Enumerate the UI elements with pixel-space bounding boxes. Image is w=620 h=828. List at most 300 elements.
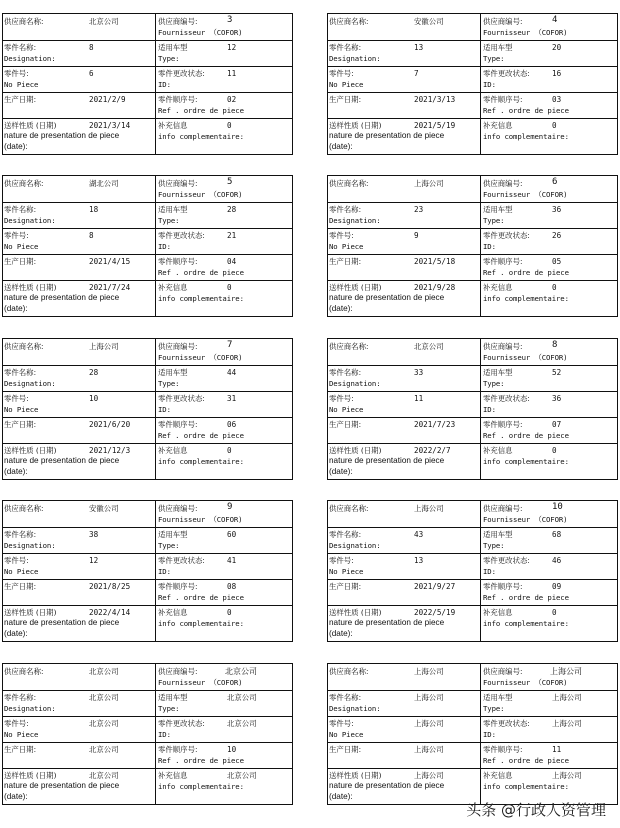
supplier-name-value: 安徽公司 [89, 504, 119, 513]
nature-presentation-label: nature de presentation de piece [4, 781, 120, 790]
row-divider [3, 605, 292, 606]
part-no-value: 上海公司 [414, 719, 444, 728]
supplier-no-label: 供应商编号: [158, 342, 198, 351]
seq-no-label: 零件顺序号: [158, 582, 198, 591]
row-divider [328, 202, 617, 203]
type-label: Type: [158, 541, 180, 550]
ref-ordre-label: Ref . ordre de piece [483, 756, 569, 765]
row-divider [328, 228, 617, 229]
prod-date-label: 生产日期: [4, 95, 37, 104]
ref-ordre-label: Ref . ordre de piece [483, 106, 569, 115]
sample-nature-label: 送样性质 (日期) [4, 608, 57, 617]
supplier-name-value: 安徽公司 [414, 17, 444, 26]
part-name-value: 北京公司 [89, 693, 119, 702]
vehicle-label: 适用车型 [158, 43, 188, 52]
supplement-value: 上海公司 [552, 771, 582, 780]
designation-label: Designation: [329, 216, 381, 225]
row-divider [3, 391, 292, 392]
supplement-value: 0 [552, 446, 557, 455]
vehicle-value: 68 [552, 530, 562, 539]
column-divider [480, 339, 481, 479]
part-no-value: 12 [89, 556, 99, 565]
supplier-name-label: 供应商名称: [4, 667, 44, 676]
supplier-name-value: 上海公司 [89, 342, 119, 351]
change-state-label: 零件更改状态: [158, 556, 205, 565]
label-card [2, 338, 293, 480]
supplier-no-label: 供应商编号: [483, 342, 523, 351]
part-name-value: 23 [414, 205, 424, 214]
label-card [327, 13, 618, 155]
change-state-value: 26 [552, 231, 562, 240]
fournisseur-label: Fournisseur （COFOR) [483, 353, 568, 362]
prod-date-label: 生产日期: [4, 257, 37, 266]
type-label: Type: [483, 704, 505, 713]
supplement-label: 补充信息 [158, 121, 188, 130]
date-label: (date): [329, 629, 353, 638]
supplement-value: 0 [552, 121, 557, 130]
no-piece-label: No Piece [329, 730, 364, 739]
ref-ordre-label: Ref . ordre de piece [158, 106, 244, 115]
part-no-label: 零件号: [329, 231, 354, 240]
part-no-label: 零件号: [4, 231, 29, 240]
vehicle-label: 适用车型 [158, 693, 188, 702]
row-divider [3, 40, 292, 41]
supplement-label: 补充信息 [158, 446, 188, 455]
date-label: (date): [329, 304, 353, 313]
change-state-label: 零件更改状态: [483, 394, 530, 403]
id-label: ID: [483, 242, 496, 251]
designation-label: Designation: [329, 54, 381, 63]
info-comp-label: info complementaire: [158, 619, 244, 628]
no-piece-label: No Piece [329, 567, 364, 576]
supplier-no-label: 供应商编号: [483, 179, 523, 188]
row-divider [328, 716, 617, 717]
column-divider [155, 14, 156, 154]
row-divider [328, 254, 617, 255]
vehicle-label: 适用车型 [483, 530, 513, 539]
supplier-no-label: 供应商编号: [483, 17, 523, 26]
supplier-no-label: 供应商编号: [483, 667, 523, 676]
part-name-label: 零件名称: [4, 205, 37, 214]
part-name-label: 零件名称: [4, 530, 37, 539]
supplier-no-value: 3 [227, 15, 233, 25]
nature-presentation-label: nature de presentation de piece [329, 618, 445, 627]
prod-date-value: 上海公司 [414, 745, 444, 754]
prod-date-value: 2021/6/20 [89, 420, 131, 429]
supplement-value: 0 [227, 121, 232, 130]
fournisseur-label: Fournisseur （COFOR) [158, 28, 243, 37]
seq-no-value: 05 [552, 257, 562, 266]
type-label: Type: [158, 54, 180, 63]
supplier-name-label: 供应商名称: [4, 17, 44, 26]
supplier-no-value: 北京公司 [225, 667, 257, 676]
sample-nature-label: 送样性质 (日期) [4, 283, 57, 292]
supplement-value: 0 [227, 446, 232, 455]
ref-ordre-label: Ref . ordre de piece [158, 593, 244, 602]
change-state-label: 零件更改状态: [483, 556, 530, 565]
change-state-value: 11 [227, 69, 237, 78]
id-label: ID: [158, 80, 171, 89]
seq-no-label: 零件顺序号: [158, 420, 198, 429]
part-no-label: 零件号: [329, 69, 354, 78]
part-name-value: 33 [414, 368, 424, 377]
supplier-name-label: 供应商名称: [4, 504, 44, 513]
seq-no-label: 零件顺序号: [158, 257, 198, 266]
sample-date-value: 2021/3/14 [89, 121, 131, 130]
supplier-name-value: 上海公司 [414, 504, 444, 513]
supplier-no-value: 6 [552, 177, 558, 187]
type-label: Type: [483, 54, 505, 63]
supplier-name-label: 供应商名称: [329, 342, 369, 351]
prod-date-value: 北京公司 [89, 745, 119, 754]
type-label: Type: [483, 379, 505, 388]
fournisseur-label: Fournisseur （COFOR) [483, 515, 568, 524]
supplement-label: 补充信息 [158, 771, 188, 780]
sample-date-value: 2021/9/28 [414, 283, 456, 292]
prod-date-value: 2021/4/15 [89, 257, 131, 266]
change-state-label: 零件更改状态: [483, 719, 530, 728]
seq-no-label: 零件顺序号: [483, 95, 523, 104]
seq-no-label: 零件顺序号: [483, 582, 523, 591]
change-state-label: 零件更改状态: [158, 719, 205, 728]
info-comp-label: info complementaire: [158, 457, 244, 466]
info-comp-label: info complementaire: [483, 294, 569, 303]
row-divider [328, 391, 617, 392]
supplier-no-value: 上海公司 [550, 667, 582, 676]
supplier-no-label: 供应商编号: [158, 17, 198, 26]
vehicle-value: 60 [227, 530, 237, 539]
type-label: Type: [483, 216, 505, 225]
row-divider [3, 228, 292, 229]
vehicle-label: 适用车型 [158, 530, 188, 539]
vehicle-label: 适用车型 [483, 693, 513, 702]
sample-date-value: 2021/12/3 [89, 446, 131, 455]
part-no-label: 零件号: [329, 719, 354, 728]
supplier-name-value: 北京公司 [89, 17, 119, 26]
type-label: Type: [158, 379, 180, 388]
ref-ordre-label: Ref . ordre de piece [483, 593, 569, 602]
prod-date-label: 生产日期: [329, 257, 362, 266]
supplier-no-value: 9 [227, 502, 233, 512]
date-label: (date): [329, 467, 353, 476]
id-label: ID: [158, 242, 171, 251]
part-name-label: 零件名称: [4, 693, 37, 702]
seq-no-value: 06 [227, 420, 237, 429]
seq-no-value: 08 [227, 582, 237, 591]
info-comp-label: info complementaire: [483, 132, 569, 141]
ref-ordre-label: Ref . ordre de piece [483, 431, 569, 440]
change-state-value: 31 [227, 394, 237, 403]
supplier-no-label: 供应商编号: [158, 667, 198, 676]
supplement-label: 补充信息 [483, 283, 513, 292]
id-label: ID: [483, 80, 496, 89]
change-state-value: 21 [227, 231, 237, 240]
prod-date-label: 生产日期: [4, 745, 37, 754]
info-comp-label: info complementaire: [483, 619, 569, 628]
column-divider [480, 501, 481, 641]
date-label: (date): [4, 792, 28, 801]
vehicle-label: 适用车型 [483, 43, 513, 52]
sample-date-value: 2021/5/19 [414, 121, 456, 130]
part-no-value: 11 [414, 394, 424, 403]
supplement-label: 补充信息 [158, 283, 188, 292]
part-name-label: 零件名称: [329, 43, 362, 52]
change-state-label: 零件更改状态: [483, 231, 530, 240]
row-divider [328, 690, 617, 691]
part-name-label: 零件名称: [4, 43, 37, 52]
row-divider [3, 280, 292, 281]
prod-date-value: 2021/7/23 [414, 420, 456, 429]
row-divider [328, 553, 617, 554]
supplement-label: 补充信息 [483, 446, 513, 455]
date-label: (date): [4, 142, 28, 151]
column-divider [155, 664, 156, 804]
supplier-no-value: 8 [552, 340, 558, 350]
supplier-name-value: 上海公司 [414, 667, 444, 676]
prod-date-label: 生产日期: [329, 420, 362, 429]
part-name-value: 18 [89, 205, 99, 214]
part-no-value: 13 [414, 556, 424, 565]
supplier-name-value: 上海公司 [414, 179, 444, 188]
column-divider [155, 501, 156, 641]
vehicle-value: 北京公司 [227, 693, 257, 702]
seq-no-value: 09 [552, 582, 562, 591]
row-divider [328, 742, 617, 743]
designation-label: Designation: [4, 54, 56, 63]
prod-date-value: 2021/2/9 [89, 95, 126, 104]
row-divider [328, 92, 617, 93]
change-state-value: 46 [552, 556, 562, 565]
supplement-value: 0 [227, 608, 232, 617]
supplier-name-value: 湖北公司 [89, 179, 119, 188]
part-name-label: 零件名称: [329, 368, 362, 377]
part-name-value: 43 [414, 530, 424, 539]
designation-label: Designation: [4, 379, 56, 388]
part-no-label: 零件号: [4, 69, 29, 78]
vehicle-value: 36 [552, 205, 562, 214]
change-state-value: 16 [552, 69, 562, 78]
designation-label: Designation: [4, 216, 56, 225]
prod-date-label: 生产日期: [329, 745, 362, 754]
supplement-label: 补充信息 [158, 608, 188, 617]
designation-label: Designation: [4, 704, 56, 713]
seq-no-label: 零件顺序号: [483, 420, 523, 429]
fournisseur-label: Fournisseur （COFOR) [483, 190, 568, 199]
part-name-value: 38 [89, 530, 99, 539]
date-label: (date): [4, 629, 28, 638]
seq-no-value: 11 [552, 745, 562, 754]
supplier-no-label: 供应商编号: [158, 179, 198, 188]
part-name-value: 28 [89, 368, 99, 377]
ref-ordre-label: Ref . ordre de piece [158, 268, 244, 277]
row-divider [328, 605, 617, 606]
seq-no-value: 03 [552, 95, 562, 104]
label-card [327, 500, 618, 642]
part-no-label: 零件号: [4, 394, 29, 403]
seq-no-label: 零件顺序号: [158, 745, 198, 754]
part-name-label: 零件名称: [329, 530, 362, 539]
nature-presentation-label: nature de presentation de piece [329, 781, 445, 790]
supplier-name-label: 供应商名称: [329, 179, 369, 188]
sample-nature-label: 送样性质 (日期) [329, 771, 382, 780]
vehicle-value: 52 [552, 368, 562, 377]
supplier-name-value: 北京公司 [89, 667, 119, 676]
date-label: (date): [329, 142, 353, 151]
part-no-label: 零件号: [4, 719, 29, 728]
supplier-name-label: 供应商名称: [4, 179, 44, 188]
label-card [2, 13, 293, 155]
fournisseur-label: Fournisseur （COFOR) [483, 678, 568, 687]
sample-nature-label: 送样性质 (日期) [329, 608, 382, 617]
type-label: Type: [158, 704, 180, 713]
row-divider [328, 579, 617, 580]
no-piece-label: No Piece [4, 567, 39, 576]
info-comp-label: info complementaire: [158, 132, 244, 141]
designation-label: Designation: [4, 541, 56, 550]
row-divider [3, 202, 292, 203]
seq-no-value: 04 [227, 257, 237, 266]
sample-nature-label: 送样性质 (日期) [4, 771, 57, 780]
part-name-value: 13 [414, 43, 424, 52]
designation-label: Designation: [329, 541, 381, 550]
row-divider [3, 254, 292, 255]
id-label: ID: [483, 567, 496, 576]
no-piece-label: No Piece [329, 242, 364, 251]
supplement-value: 0 [552, 283, 557, 292]
change-state-value: 北京公司 [227, 719, 257, 728]
row-divider [3, 579, 292, 580]
prod-date-label: 生产日期: [329, 582, 362, 591]
supplement-value: 北京公司 [227, 771, 257, 780]
column-divider [480, 14, 481, 154]
fournisseur-label: Fournisseur （COFOR) [158, 353, 243, 362]
vehicle-label: 适用车型 [158, 205, 188, 214]
sample-date-value: 上海公司 [414, 771, 444, 780]
row-divider [3, 527, 292, 528]
part-no-value: 9 [414, 231, 419, 240]
nature-presentation-label: nature de presentation de piece [4, 456, 120, 465]
sample-date-value: 2021/7/24 [89, 283, 131, 292]
nature-presentation-label: nature de presentation de piece [4, 293, 120, 302]
column-divider [155, 176, 156, 316]
part-no-value: 10 [89, 394, 99, 403]
info-comp-label: info complementaire: [158, 782, 244, 791]
label-card [327, 175, 618, 317]
row-divider [3, 417, 292, 418]
supplier-no-value: 5 [227, 177, 233, 187]
vehicle-value: 上海公司 [552, 693, 582, 702]
nature-presentation-label: nature de presentation de piece [329, 293, 445, 302]
change-state-value: 41 [227, 556, 237, 565]
id-label: ID: [483, 730, 496, 739]
designation-label: Designation: [329, 704, 381, 713]
part-no-value: 7 [414, 69, 419, 78]
row-divider [3, 118, 292, 119]
sample-date-value: 2022/4/14 [89, 608, 131, 617]
vehicle-label: 适用车型 [483, 205, 513, 214]
date-label: (date): [4, 467, 28, 476]
seq-no-value: 02 [227, 95, 237, 104]
supplier-no-label: 供应商编号: [158, 504, 198, 513]
supplier-no-value: 10 [552, 502, 563, 512]
supplier-name-label: 供应商名称: [4, 342, 44, 351]
fournisseur-label: Fournisseur （COFOR) [483, 28, 568, 37]
seq-no-label: 零件顺序号: [483, 745, 523, 754]
label-card [2, 500, 293, 642]
prod-date-label: 生产日期: [329, 95, 362, 104]
supplier-no-value: 4 [552, 15, 558, 25]
date-label: (date): [4, 304, 28, 313]
supplier-no-value: 7 [227, 340, 233, 350]
row-divider [3, 443, 292, 444]
vehicle-value: 20 [552, 43, 562, 52]
supplier-no-label: 供应商编号: [483, 504, 523, 513]
part-no-label: 零件号: [4, 556, 29, 565]
prod-date-label: 生产日期: [4, 582, 37, 591]
info-comp-label: info complementaire: [483, 782, 569, 791]
part-no-value: 8 [89, 231, 94, 240]
row-divider [3, 365, 292, 366]
row-divider [3, 742, 292, 743]
sample-date-value: 北京公司 [89, 771, 119, 780]
change-state-label: 零件更改状态: [158, 394, 205, 403]
prod-date-value: 2021/9/27 [414, 582, 456, 591]
prod-date-value: 2021/5/18 [414, 257, 456, 266]
sample-nature-label: 送样性质 (日期) [329, 446, 382, 455]
type-label: Type: [158, 216, 180, 225]
row-divider [328, 417, 617, 418]
part-name-value: 8 [89, 43, 94, 52]
column-divider [480, 664, 481, 804]
supplement-label: 补充信息 [483, 771, 513, 780]
part-no-label: 零件号: [329, 556, 354, 565]
fournisseur-label: Fournisseur （COFOR) [158, 190, 243, 199]
prod-date-value: 2021/3/13 [414, 95, 456, 104]
part-no-value: 6 [89, 69, 94, 78]
info-comp-label: info complementaire: [158, 294, 244, 303]
vehicle-value: 44 [227, 368, 237, 377]
sample-nature-label: 送样性质 (日期) [329, 283, 382, 292]
id-label: ID: [158, 567, 171, 576]
row-divider [3, 66, 292, 67]
part-name-value: 上海公司 [414, 693, 444, 702]
row-divider [328, 527, 617, 528]
seq-no-value: 10 [227, 745, 237, 754]
part-no-value: 北京公司 [89, 719, 119, 728]
sample-nature-label: 送样性质 (日期) [4, 121, 57, 130]
label-card [327, 338, 618, 480]
part-name-label: 零件名称: [4, 368, 37, 377]
row-divider [328, 365, 617, 366]
supplement-value: 0 [227, 283, 232, 292]
change-state-label: 零件更改状态: [158, 231, 205, 240]
id-label: ID: [158, 730, 171, 739]
supplement-label: 补充信息 [483, 121, 513, 130]
ref-ordre-label: Ref . ordre de piece [158, 431, 244, 440]
row-divider [328, 66, 617, 67]
vehicle-label: 适用车型 [483, 368, 513, 377]
supplier-name-label: 供应商名称: [329, 667, 369, 676]
no-piece-label: No Piece [4, 242, 39, 251]
row-divider [328, 768, 617, 769]
vehicle-value: 12 [227, 43, 237, 52]
id-label: ID: [158, 405, 171, 414]
sample-nature-label: 送样性质 (日期) [329, 121, 382, 130]
fournisseur-label: Fournisseur （COFOR) [158, 678, 243, 687]
change-state-value: 36 [552, 394, 562, 403]
nature-presentation-label: nature de presentation de piece [329, 456, 445, 465]
supplier-name-label: 供应商名称: [329, 17, 369, 26]
